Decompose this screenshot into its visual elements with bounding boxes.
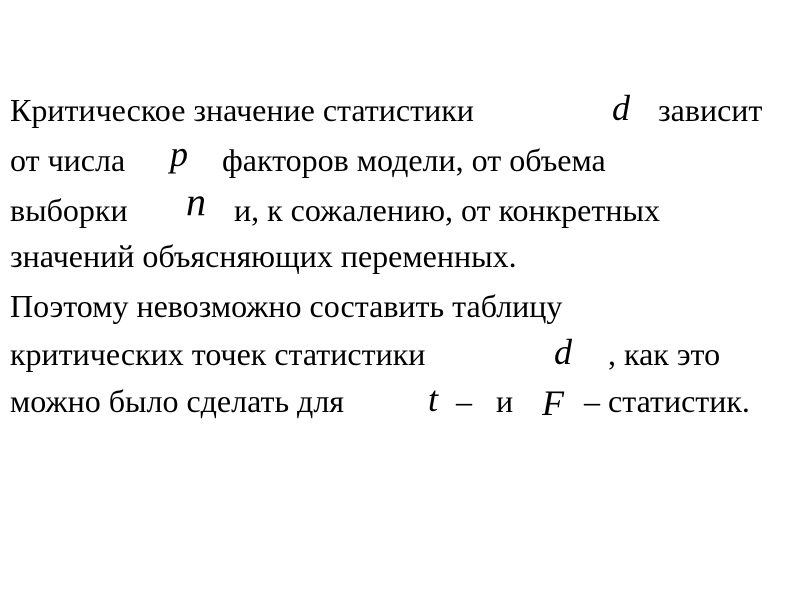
line-6-text-b: , как это xyxy=(608,336,721,372)
line-7-text-a: можно было сделать для xyxy=(10,383,345,419)
line-7-text-b: статистик. xyxy=(608,383,750,419)
variable-n: n xyxy=(186,179,206,224)
line-2-text-b: факторов модели, от объема xyxy=(222,142,606,178)
line-3-text-a: выборки xyxy=(10,192,128,228)
line-6-text-a: критических точек статистики xyxy=(10,336,426,372)
line-2-text-a: от числа xyxy=(10,142,126,178)
line-5-text: Поэтому невозможно составить таблицу xyxy=(10,288,563,324)
variable-t: t xyxy=(428,379,439,419)
line-7-text-and: и xyxy=(496,383,514,419)
variable-p: p xyxy=(170,134,188,174)
variable-d-2: d xyxy=(554,332,572,372)
variable-d: d xyxy=(612,88,630,128)
line-1-text-b: зависит xyxy=(658,92,763,128)
dash-2: – xyxy=(584,383,600,419)
variable-F: F xyxy=(542,383,564,423)
line-4-text: значений объясняющих переменных. xyxy=(10,238,517,274)
line-3-text-b: и, к сожалению, от конкретных xyxy=(234,192,660,228)
line-1-text-a: Критическое значение статистики xyxy=(10,92,474,128)
dash-1: – xyxy=(456,383,472,419)
